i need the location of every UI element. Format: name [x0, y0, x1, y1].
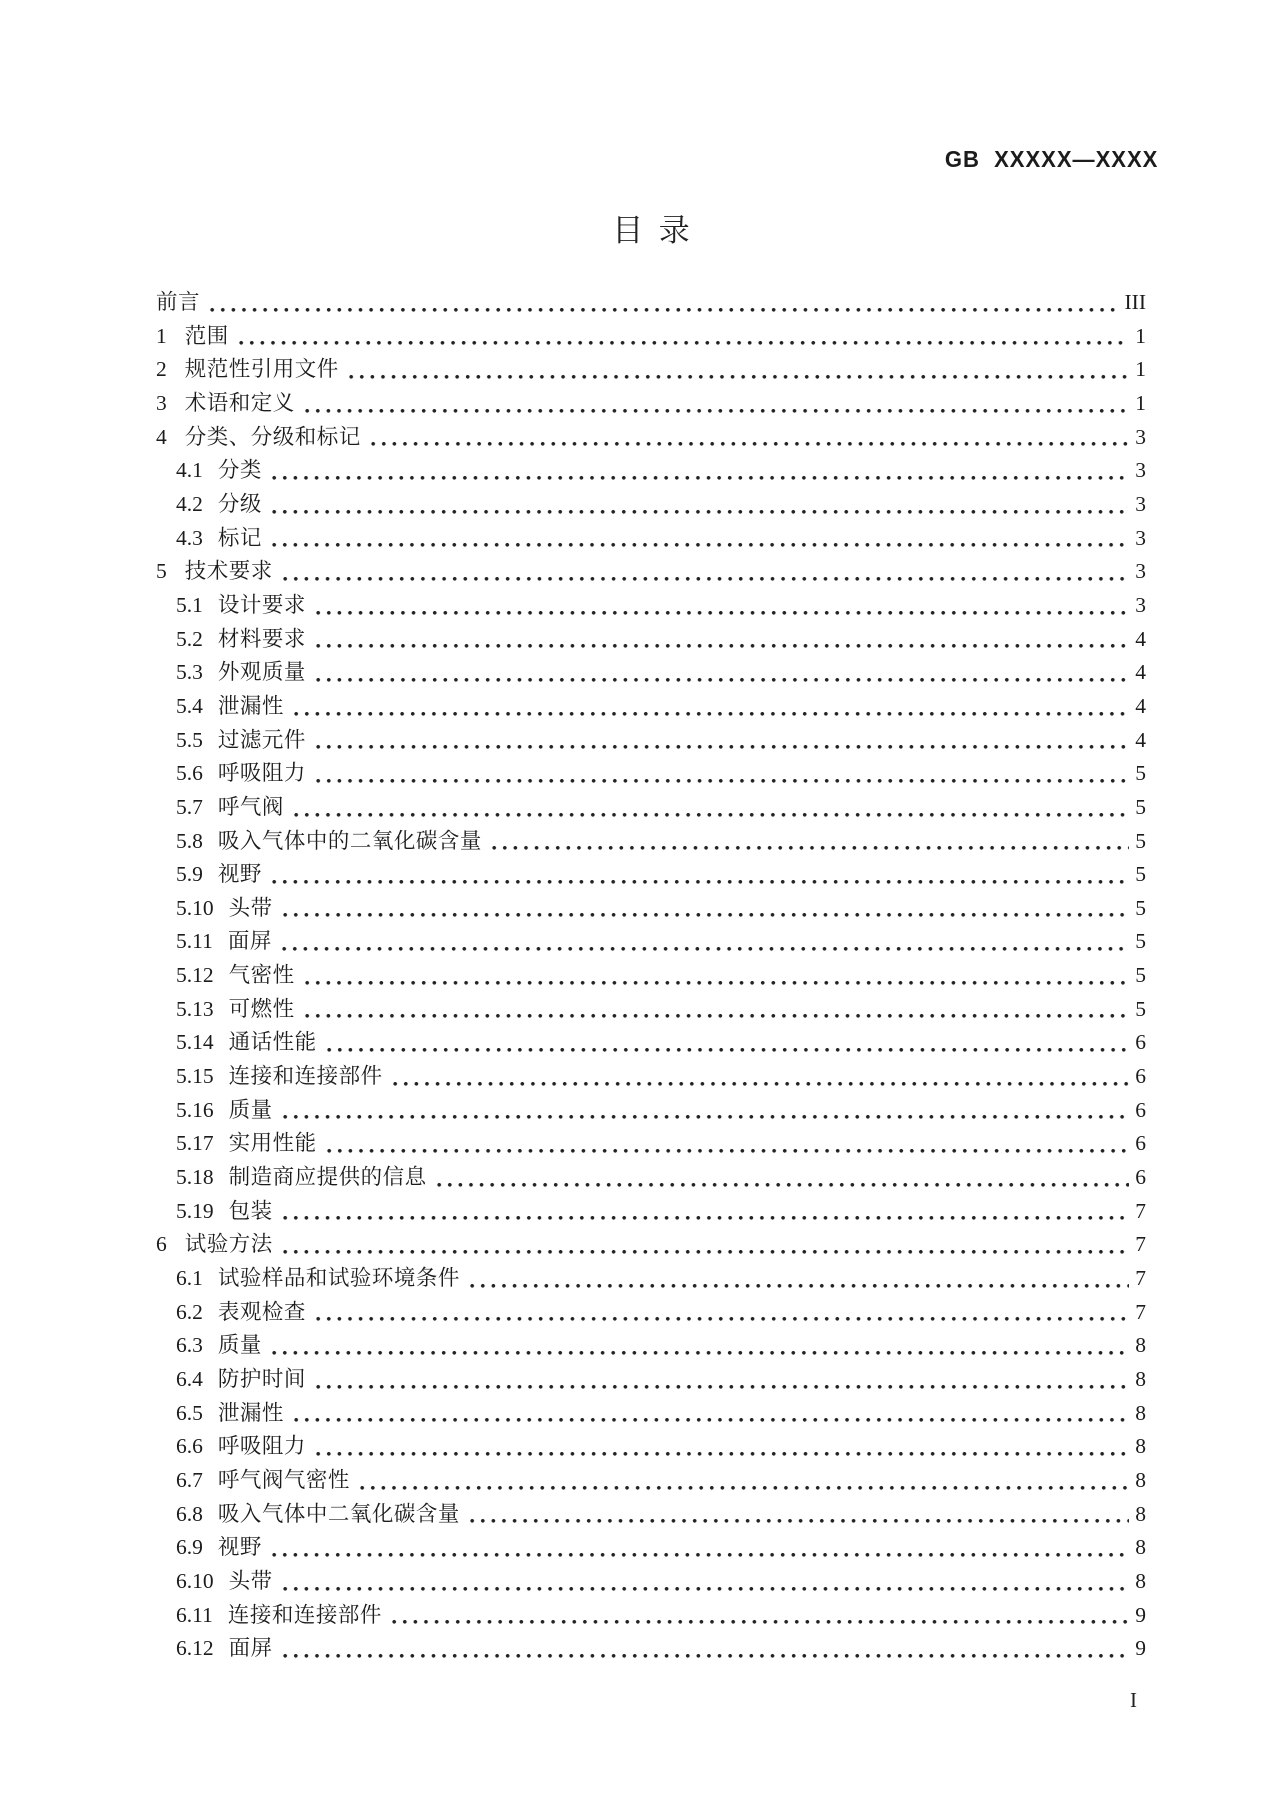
dot-leader: [283, 1215, 1130, 1221]
toc-entry-number: 5.16: [176, 1097, 214, 1122]
toc-entry-title: 头带: [228, 1568, 273, 1593]
toc-entry[interactable]: [156, 757, 1146, 791]
dot-leader: [305, 980, 1130, 986]
toc-entry-number: 5.19: [176, 1198, 214, 1223]
toc: [156, 286, 1146, 1666]
toc-entry[interactable]: [156, 791, 1146, 825]
toc-entry-title: 气密性: [228, 963, 295, 988]
toc-entry[interactable]: [156, 1430, 1146, 1464]
dot-leader: [327, 1148, 1130, 1154]
toc-entry-title: 分类: [217, 458, 262, 483]
dot-leader: [294, 812, 1129, 818]
toc-entry[interactable]: [156, 454, 1146, 488]
toc-entry-number: 5.9: [176, 862, 203, 887]
toc-entry-number: 6.6: [176, 1434, 203, 1459]
dot-leader: [316, 643, 1129, 649]
dot-leader: [316, 610, 1129, 616]
dot-leader: [327, 1047, 1130, 1053]
toc-entry-title: 头带: [228, 895, 273, 920]
dot-leader: [272, 542, 1129, 548]
toc-entry-page: 8: [1135, 1367, 1146, 1391]
toc-entry[interactable]: [156, 993, 1146, 1027]
toc-entry-title: 呼气阀气密性: [217, 1467, 350, 1492]
toc-entry-page: 9: [1135, 1636, 1146, 1661]
toc-entry-title: 设计要求: [217, 592, 306, 617]
toc-entry[interactable]: [156, 387, 1146, 421]
toc-entry-page: 5: [1135, 761, 1146, 786]
toc-entry[interactable]: [156, 1262, 1146, 1296]
toc-entry-title: 外观质量: [217, 660, 306, 685]
toc-entry-page: 7: [1135, 1266, 1146, 1291]
dot-leader: [283, 1249, 1129, 1255]
toc-entry[interactable]: [156, 858, 1146, 892]
toc-entry[interactable]: [156, 286, 1146, 320]
toc-entry-page: 1: [1135, 323, 1146, 348]
toc-entry[interactable]: [156, 1296, 1146, 1330]
toc-entry-number: 5.18: [176, 1165, 214, 1190]
toc-entry-page: 8: [1135, 1467, 1146, 1492]
dot-leader: [272, 475, 1129, 481]
toc-entry-title: 视野: [217, 1535, 262, 1560]
toc-entry[interactable]: [156, 724, 1146, 758]
toc-entry-title: 吸入气体中的二氧化碳含量: [217, 828, 482, 853]
dot-leader: [294, 711, 1129, 717]
toc-entry-number: 6.3: [176, 1333, 203, 1358]
toc-entry-page: 4: [1135, 693, 1146, 718]
toc-entry[interactable]: [156, 353, 1146, 387]
toc-entry-title: 面屏: [227, 929, 272, 954]
toc-entry-number: 6.7: [176, 1467, 203, 1492]
toc-entry-title: 防护时间: [217, 1367, 306, 1391]
toc-entry-number: 5.4: [176, 693, 203, 718]
dot-leader: [393, 1081, 1130, 1087]
toc-entry[interactable]: [156, 656, 1146, 690]
toc-entry-title: 范围: [184, 323, 229, 348]
dot-leader: [316, 1384, 1129, 1390]
toc-entry-page: 3: [1135, 525, 1146, 550]
toc-entry-number: 5.17: [176, 1131, 214, 1156]
dot-leader: [349, 374, 1129, 380]
dot-leader: [316, 677, 1129, 683]
dot-leader: [392, 1619, 1129, 1625]
toc-entry-title: 分类、分级和标记: [184, 424, 361, 449]
toc-entry[interactable]: [156, 320, 1146, 354]
dot-leader: [272, 879, 1129, 885]
toc-entry-number: 5.1: [176, 592, 203, 617]
toc-entry-title: 规范性引用文件: [184, 357, 339, 382]
toc-entry[interactable]: [156, 1094, 1146, 1128]
toc-entry-number: 3: [156, 390, 167, 415]
dot-leader: [371, 441, 1129, 447]
toc-entry-page: 8: [1135, 1333, 1146, 1358]
toc-entry-title: 视野: [217, 862, 262, 887]
toc-entry-page: 8: [1135, 1535, 1146, 1560]
toc-entry-page: 5: [1135, 929, 1146, 954]
toc-entry[interactable]: [156, 1363, 1146, 1397]
toc-entry-page: 7: [1135, 1232, 1146, 1257]
toc-entry[interactable]: [156, 1464, 1146, 1498]
toc-entry-title: 表观检查: [217, 1299, 306, 1324]
toc-entry-title: 制造商应提供的信息: [228, 1165, 427, 1190]
toc-entry[interactable]: [156, 555, 1146, 589]
toc-entry-page: 6: [1135, 1165, 1146, 1190]
toc-entry-number: 2: [156, 357, 167, 382]
toc-entry-number: 5.10: [176, 895, 214, 920]
dot-leader: [492, 845, 1129, 851]
toc-entry-title: 通话性能: [228, 1030, 317, 1055]
toc-entry-title: 质量: [228, 1097, 273, 1122]
dot-leader: [283, 1586, 1130, 1592]
toc-entry-page: 5: [1135, 862, 1146, 887]
toc-entry-title: 质量: [217, 1333, 262, 1358]
toc-entry-title: 实用性能: [228, 1131, 317, 1156]
toc-entry-page: 3: [1135, 559, 1146, 584]
toc-entry[interactable]: [156, 1531, 1146, 1565]
standard-code-header: GB XXXXX—XXXX: [944, 146, 1158, 172]
dot-leader: [283, 912, 1130, 918]
toc-entry-number: 6.8: [176, 1501, 203, 1526]
toc-entry-page: 5: [1135, 963, 1146, 988]
dot-leader: [305, 408, 1129, 414]
toc-entry[interactable]: [156, 1026, 1146, 1060]
toc-entry[interactable]: [156, 1397, 1146, 1431]
toc-entry-number: 6.11: [176, 1602, 213, 1627]
toc-entry-title: 材料要求: [217, 626, 306, 651]
toc-entry-title: 试验方法: [184, 1232, 273, 1257]
toc-entry-number: 6.1: [176, 1266, 203, 1291]
toc-entry-page: 7: [1135, 1299, 1146, 1324]
toc-entry-page: 8: [1135, 1400, 1146, 1425]
toc-entry-page: 1: [1135, 390, 1146, 415]
toc-entry[interactable]: [156, 1228, 1146, 1262]
toc-entry-number: 4: [156, 424, 167, 449]
toc-entry-page: 4: [1135, 727, 1146, 752]
dot-leader: [283, 1653, 1130, 1659]
dot-leader: [272, 509, 1129, 515]
toc-entry-title: 呼吸阻力: [217, 1434, 306, 1459]
toc-entry-number: 6.9: [176, 1535, 203, 1560]
toc-entry[interactable]: [156, 1195, 1146, 1229]
toc-entry-page: 4: [1135, 626, 1146, 651]
toc-entry-number: 5.13: [176, 996, 214, 1021]
toc-entry-title: 技术要求: [184, 559, 273, 584]
toc-entry-title: 过滤元件: [217, 727, 306, 752]
page-title: 目 录: [612, 213, 690, 248]
dot-leader: [316, 744, 1129, 750]
dot-leader: [316, 778, 1129, 784]
toc-entry[interactable]: [156, 925, 1146, 959]
toc-entry-number: 5.2: [176, 626, 203, 651]
toc-entry-number: 6.4: [176, 1367, 203, 1391]
toc-entry-number: 4.1: [176, 458, 203, 483]
dot-leader: [316, 1451, 1129, 1457]
toc-entry-page: 7: [1135, 1198, 1146, 1223]
toc-entry[interactable]: [156, 690, 1146, 724]
toc-entry-page: 3: [1135, 491, 1146, 516]
dot-leader: [272, 1350, 1129, 1356]
toc-entry-number: 5.14: [176, 1030, 214, 1055]
dot-leader: [210, 307, 1119, 313]
toc-entry-title: 面屏: [228, 1636, 273, 1661]
toc-entry-title: 术语和定义: [184, 390, 295, 415]
toc-entry-number: 6.2: [176, 1299, 203, 1324]
toc-entry[interactable]: [156, 1161, 1146, 1195]
dot-leader: [305, 1013, 1130, 1019]
toc-entry[interactable]: [156, 892, 1146, 926]
toc-entry-number: 1: [156, 323, 167, 348]
toc-entry-page: 5: [1135, 828, 1146, 853]
toc-entry-page: 6: [1135, 1064, 1146, 1089]
toc-entry-title: 包装: [228, 1198, 273, 1223]
toc-entry-title: 标记: [217, 525, 262, 550]
toc-entry[interactable]: [156, 488, 1146, 522]
dot-leader: [283, 576, 1129, 582]
toc-entry[interactable]: [156, 1127, 1146, 1161]
toc-entry[interactable]: [156, 1632, 1146, 1666]
toc-entry-number: 5: [156, 559, 167, 584]
toc-entry-page: 1: [1135, 357, 1146, 382]
dot-leader: [316, 1316, 1129, 1322]
toc-entry[interactable]: [156, 1599, 1146, 1633]
dot-leader: [470, 1283, 1129, 1289]
toc-entry-number: 4.3: [176, 525, 203, 550]
toc-entry-title: 泄漏性: [217, 1400, 284, 1425]
toc-entry-page: III: [1124, 290, 1146, 314]
toc-entry-title: 前言: [156, 290, 201, 314]
toc-entry-page: 9: [1135, 1602, 1146, 1627]
dot-leader: [437, 1182, 1130, 1188]
dot-leader: [470, 1518, 1129, 1524]
toc-entry-page: 6: [1135, 1097, 1146, 1122]
toc-entry-title: 连接和连接部件: [227, 1602, 382, 1627]
toc-entry-page: 3: [1135, 458, 1146, 483]
toc-entry-number: 6: [156, 1232, 167, 1257]
toc-entry-page: 8: [1135, 1501, 1146, 1526]
toc-entry-title: 分级: [217, 491, 262, 516]
toc-entry-page: 6: [1135, 1030, 1146, 1055]
toc-entry[interactable]: [156, 959, 1146, 993]
toc-entry-number: 5.11: [176, 929, 213, 954]
toc-entry-number: 5.5: [176, 727, 203, 752]
toc-entry-page: 6: [1135, 1131, 1146, 1156]
dot-leader: [294, 1417, 1129, 1423]
toc-entry-title: 可燃性: [228, 996, 295, 1021]
toc-entry-number: 6.10: [176, 1568, 214, 1593]
toc-entry[interactable]: [156, 623, 1146, 657]
dot-leader: [360, 1485, 1129, 1491]
toc-entry-page: 3: [1135, 592, 1146, 617]
toc-entry-title: 呼吸阻力: [217, 761, 306, 786]
dot-leader: [283, 1114, 1130, 1120]
dot-leader: [272, 1552, 1129, 1558]
toc-entry-page: 4: [1135, 660, 1146, 685]
toc-entry[interactable]: [156, 825, 1146, 859]
toc-entry-number: 5.3: [176, 660, 203, 685]
toc-entry-page: 8: [1135, 1568, 1146, 1593]
toc-entry[interactable]: [156, 522, 1146, 556]
toc-entry-number: 5.12: [176, 963, 214, 988]
toc-entry-number: 5.15: [176, 1064, 214, 1089]
dot-leader: [239, 340, 1129, 346]
toc-entry-number: 4.2: [176, 491, 203, 516]
toc-entry-title: 呼气阀: [217, 794, 284, 819]
toc-entry-number: 5.8: [176, 828, 203, 853]
toc-entry[interactable]: [156, 1565, 1146, 1599]
toc-entry-page: 5: [1135, 996, 1146, 1021]
toc-entry-number: 5.7: [176, 794, 203, 819]
toc-entry[interactable]: [156, 589, 1146, 623]
toc-entry-number: 5.6: [176, 761, 203, 786]
toc-entry-number: 6.12: [176, 1636, 214, 1661]
toc-entry-page: 5: [1135, 794, 1146, 819]
toc-entry-page: 3: [1135, 424, 1146, 449]
toc-entry[interactable]: [156, 1498, 1146, 1532]
toc-entry[interactable]: [156, 1060, 1146, 1094]
dot-leader: [282, 946, 1129, 952]
toc-entry-title: 连接和连接部件: [228, 1064, 383, 1089]
toc-entry[interactable]: [156, 421, 1146, 455]
toc-entry-title: 试验样品和试验环境条件: [217, 1266, 460, 1291]
toc-entry[interactable]: [156, 1329, 1146, 1363]
toc-entry-title: 泄漏性: [217, 693, 284, 718]
toc-entry-page: 5: [1135, 895, 1146, 920]
footer-page-number: I: [1130, 1688, 1137, 1712]
toc-entry-title: 吸入气体中二氧化碳含量: [217, 1501, 460, 1526]
toc-entry-number: 6.5: [176, 1400, 203, 1425]
toc-entry-page: 8: [1135, 1434, 1146, 1459]
